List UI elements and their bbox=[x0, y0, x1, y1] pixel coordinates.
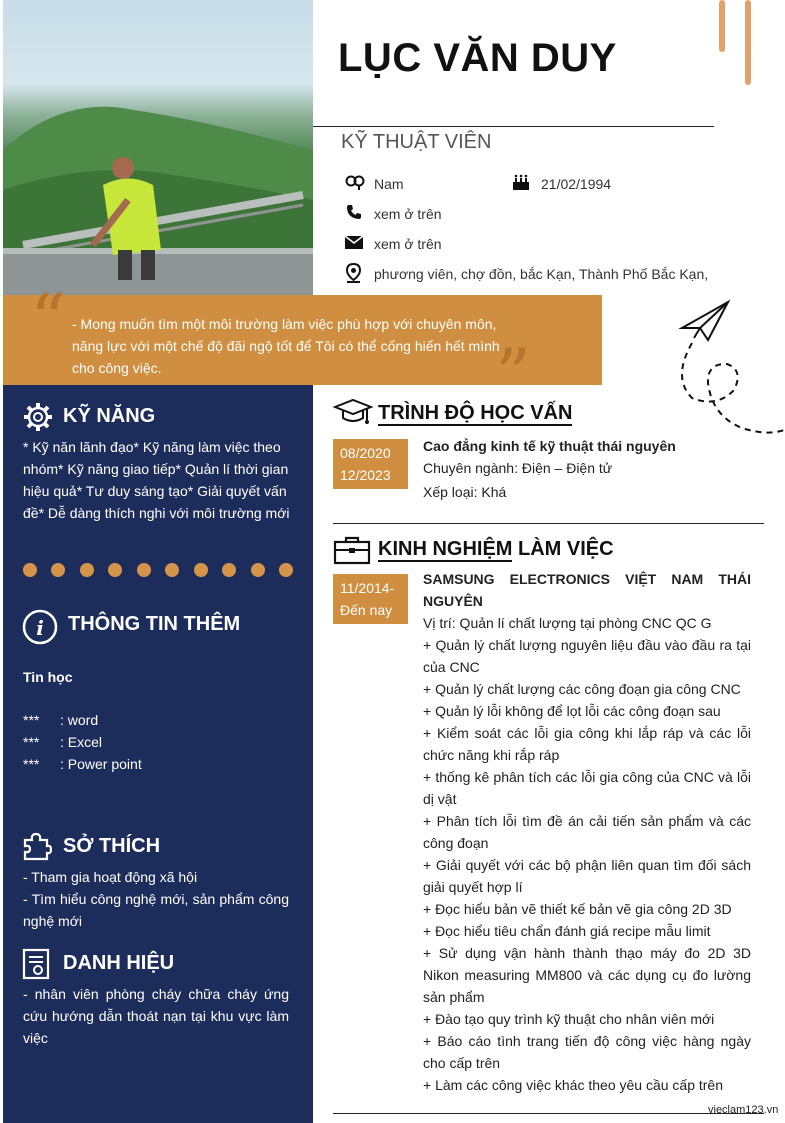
education-heading bbox=[378, 402, 572, 425]
it-item-label: : word bbox=[60, 712, 99, 728]
it-item-label: : Power point bbox=[60, 756, 142, 772]
open-quote-icon: “ bbox=[30, 279, 66, 361]
experience-heading bbox=[378, 538, 614, 561]
duty-item: + Báo cáo tình trang tiến độ công việc hàng ngày cho cấp trên bbox=[423, 1033, 751, 1071]
it-item-stars: *** bbox=[23, 712, 40, 728]
gear-icon bbox=[22, 401, 54, 438]
duty-item: + Đọc hiểu tiêu chẩn đánh giá recipe mẫu limit bbox=[423, 923, 711, 939]
duty-item: + Làm các công việc khác theo yêu cầu cấp trên bbox=[423, 1077, 724, 1093]
experience-end: Đến nay bbox=[340, 602, 393, 618]
skills-text: * Kỹ năn lãnh đạo* Kỹ năng làm việc theo nhóm* Kỹ năng giao tiếp* Quản lí thời gian hiệu quả* Tư duy sáng tạo* Giải quyết vấn đề* Dễ dàng thích nghi với môi trường mới bbox=[23, 439, 290, 521]
graduation-cap-icon bbox=[333, 398, 373, 433]
awards-text: - nhân viên phòng cháy chữa cháy ứng cứu hướng dẫn thoát nạn tại khu vực làm việc bbox=[23, 986, 289, 1046]
puzzle-icon bbox=[22, 831, 52, 866]
more-info-heading: THÔNG TIN THÊM bbox=[68, 613, 241, 635]
it-item-stars: *** bbox=[23, 734, 40, 750]
experience-heading-underlined: KINH NGHIỆM bbox=[378, 538, 513, 560]
watermark: vieclam123.vn bbox=[708, 1104, 779, 1116]
section-divider bbox=[333, 523, 764, 524]
objective-text: - Mong muốn tìm một môi trường làm việc phù hợp với chuyên môn, năng lực với một chế độ đãi ngộ tốt để Tôi có thể cống hiến hết mình cho công việc. bbox=[72, 316, 500, 376]
email-value: xem ở trên bbox=[374, 236, 442, 252]
duty-item: + Giải quyết với các bộ phận liên quan tìm đối sách giải quyết hợp lí bbox=[423, 857, 751, 895]
address-value: phương viên, chợ đồn, bắc Kạn, Thành Phố Bắc Kạn, bbox=[374, 266, 709, 282]
decor-bar bbox=[745, 0, 751, 85]
experience-heading-rest: LÀM VIỆC bbox=[512, 538, 614, 560]
duty-item: + thống kê phân tích các lỗi gia công của CNC và lỗi dị vật bbox=[423, 769, 751, 807]
hobby-item: - Tham gia hoạt động xã hội bbox=[23, 869, 198, 885]
education-grade: Xếp loại: Khá bbox=[423, 484, 507, 500]
duty-item: + Đọc hiểu bản vẽ thiết kế bản vẽ gia công 2D 3D bbox=[423, 901, 732, 917]
education-period bbox=[333, 439, 408, 489]
hobby-item: - Tìm hiểu công nghệ mới, sản phẩm công nghệ mới bbox=[23, 891, 289, 929]
skill-rating-dots bbox=[23, 563, 293, 577]
rating-dot bbox=[23, 563, 37, 577]
landscape-illustration bbox=[3, 0, 313, 300]
gender-icon bbox=[345, 174, 365, 195]
duty-item: + Quản lý chất lượng các công đoạn gia công CNC bbox=[423, 681, 741, 697]
education-start: 08/2020 bbox=[340, 445, 391, 461]
paper-plane-icon bbox=[672, 298, 784, 443]
header-divider bbox=[313, 126, 714, 127]
it-item-stars: *** bbox=[23, 756, 40, 772]
duty-item: + Phân tích lỗi tìm đề án cải tiến sản phẩm và các công đoạn bbox=[423, 813, 751, 851]
rating-dot bbox=[251, 563, 265, 577]
gender-value: Nam bbox=[374, 176, 404, 192]
duty-item: + Quản lý chất lượng nguyên liệu đầu vào đầu ra tại của CNC bbox=[423, 637, 751, 675]
duties-list bbox=[423, 634, 751, 1096]
job-position: Vị trí: Quản lí chất lượng tại phòng CNC QC G bbox=[423, 615, 712, 631]
profile-photo bbox=[3, 0, 313, 300]
rating-dot bbox=[80, 563, 94, 577]
duty-item: + Sử dụng vận hành thành thạo máy đo 2D 3D Nikon measuring MM800 và các dụng cụ đo lường sản phẩm bbox=[423, 945, 751, 1005]
email-icon bbox=[345, 236, 363, 254]
close-quote-icon: ” bbox=[495, 334, 531, 416]
duty-item: + Đào tạo quy trình kỹ thuật cho nhân viên mới bbox=[423, 1011, 715, 1027]
experience-start: 11/2014- bbox=[340, 580, 395, 596]
awards-heading: DANH HIỆU bbox=[63, 952, 175, 974]
hobbies-heading: SỞ THÍCH bbox=[63, 835, 161, 857]
rating-dot bbox=[194, 563, 208, 577]
birthday-value: 21/02/1994 bbox=[541, 176, 612, 192]
phone-value: xem ở trên bbox=[374, 206, 442, 222]
decor-bar bbox=[719, 0, 725, 52]
company-name: SAMSUNG ELECTRONICS VIỆT NAM THÁI NGUYÊN bbox=[423, 571, 751, 609]
experience-details bbox=[423, 568, 751, 1096]
rating-dot bbox=[108, 563, 122, 577]
education-end: 12/2023 bbox=[340, 467, 391, 483]
info-icon bbox=[22, 609, 58, 650]
rating-dot bbox=[137, 563, 151, 577]
education-heading-text: TRÌNH ĐỘ HỌC VẤN bbox=[378, 402, 573, 424]
certificate-icon bbox=[22, 948, 50, 985]
birthday-cake-icon bbox=[512, 173, 530, 196]
education-major: Chuyên ngành: Điện – Điện tử bbox=[423, 460, 613, 476]
rating-dot bbox=[51, 563, 65, 577]
rating-dot bbox=[279, 563, 293, 577]
duty-item: + Quản lý lỗi không để lọt lỗi các công đoạn sau bbox=[423, 703, 721, 719]
school-name: Cao đẳng kinh tế kỹ thuật thái nguyên bbox=[423, 438, 676, 454]
rating-dot bbox=[165, 563, 179, 577]
candidate-name: LỤC VĂN DUY bbox=[338, 36, 617, 80]
it-subheading: Tin học bbox=[23, 669, 73, 685]
duty-item: + Kiểm soát các lỗi gia công khi lắp ráp và các lỗi chức năng khi rắp ráp bbox=[423, 725, 751, 763]
bottom-divider bbox=[333, 1113, 764, 1114]
location-pin-icon bbox=[346, 263, 361, 288]
phone-icon bbox=[346, 204, 362, 225]
briefcase-icon bbox=[333, 535, 371, 570]
experience-period bbox=[333, 574, 408, 624]
svg-text:i: i bbox=[36, 616, 44, 640]
rating-dot bbox=[222, 563, 236, 577]
it-item-label: : Excel bbox=[60, 734, 103, 750]
job-title: KỸ THUẬT VIÊN bbox=[341, 131, 492, 153]
skills-heading: KỸ NĂNG bbox=[63, 405, 156, 427]
